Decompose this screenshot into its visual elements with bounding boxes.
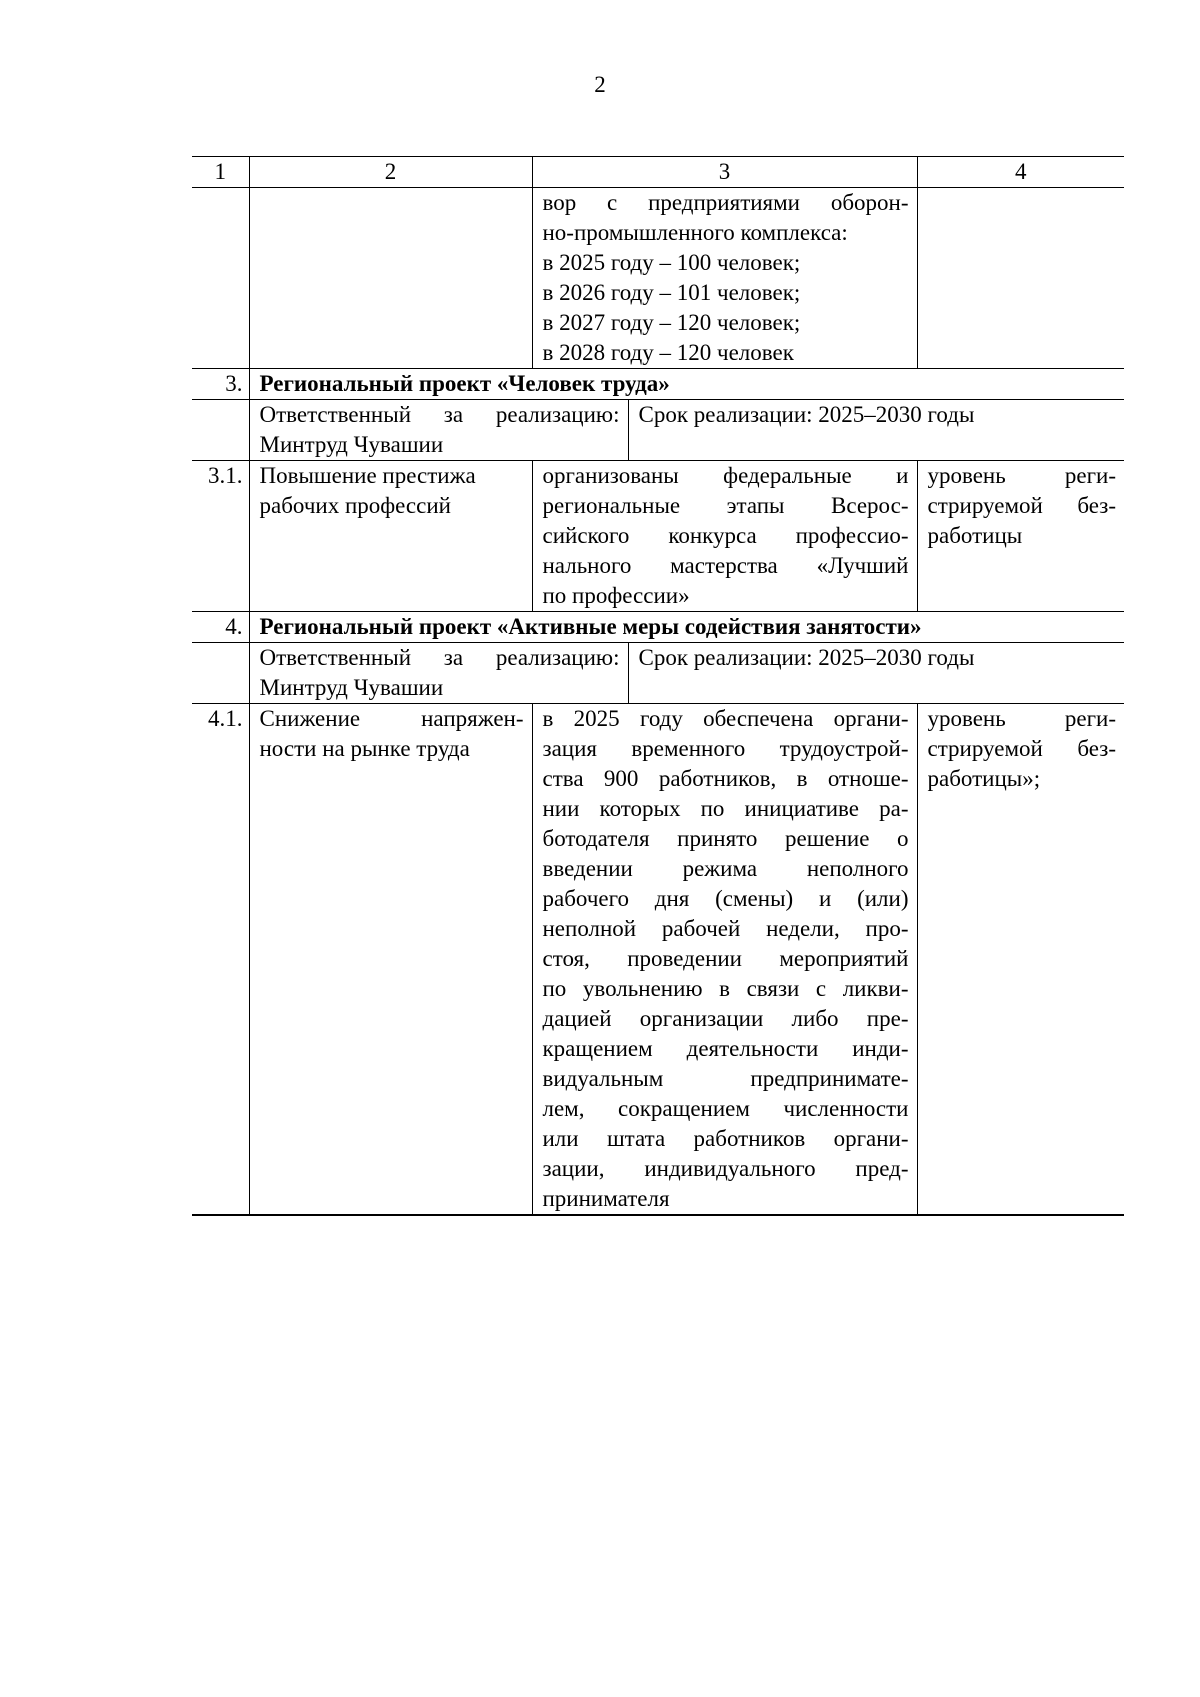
result-line: в 2026 году – 101 человек; xyxy=(542,280,801,305)
implementation-term: Срок реализации: 2025–2030 годы xyxy=(638,645,975,670)
project-row xyxy=(192,369,1124,400)
page-number: 2 xyxy=(594,72,606,97)
project-title: Региональный проект «Активные меры содействия занятости» xyxy=(249,612,1124,643)
project-responsible-row xyxy=(192,643,1124,704)
task-result: организованы федеральные и региональные этапы Всерос- сийского конкурса профессио- нального мастерства «Лучший по профессии» xyxy=(532,461,917,612)
continuation-result xyxy=(532,188,917,369)
responsible-label: Ответственный за реализацию: xyxy=(259,645,620,670)
task-number: 3.1. xyxy=(192,461,249,612)
task-result: в 2025 году обеспечена органи- зация временного трудоустрой- ства 900 работников, в отноше- нии которых по инициативе ра- ботодателя принято решение о введении режима неполного рабочего дня (смены) и (или) неполной рабочей недели, про- стоя, проведении мероприятий по увольнению в связи с ликви- дацией организации либо пре- кращением деятельности инди- видуальным предпринимате- лем, сокращением численности или штата работников органи- зации, индивидуального пред- принимателя xyxy=(532,704,917,1216)
header-col-3: 3 xyxy=(532,157,917,188)
responsible-cell xyxy=(250,643,629,703)
task-name: Снижение напряжен- ности на рынке труда xyxy=(249,704,532,1216)
project-row xyxy=(192,612,1124,643)
project-number: 4. xyxy=(192,612,249,643)
project-title: Региональный проект «Человек труда» xyxy=(249,369,1124,400)
implementation-term: Срок реализации: 2025–2030 годы xyxy=(638,402,975,427)
task-indicator: уровень реги- стрируемой без- работицы»; xyxy=(917,704,1124,1216)
project-responsible-row xyxy=(192,400,1124,461)
measures-table xyxy=(192,156,1124,1216)
header-row xyxy=(192,157,1124,188)
header-col-1: 1 xyxy=(192,157,249,188)
project-number: 3. xyxy=(192,369,249,400)
continuation-row xyxy=(192,188,1124,369)
header-col-2: 2 xyxy=(249,157,532,188)
task-row xyxy=(192,461,1124,612)
responsible-cell xyxy=(250,400,629,460)
task-indicator: уровень реги- стрируемой без- работицы xyxy=(917,461,1124,612)
task-row xyxy=(192,704,1124,1216)
responsible-org: Минтруд Чувашии xyxy=(259,432,444,457)
result-line: вор с предприятиями оборон- xyxy=(542,190,909,215)
result-line: но-промышленного комплекса: xyxy=(542,220,848,245)
task-number: 4.1. xyxy=(192,704,249,1216)
header-col-4: 4 xyxy=(917,157,1124,188)
responsible-label: Ответственный за реализацию: xyxy=(259,402,620,427)
responsible-org: Минтруд Чувашии xyxy=(259,675,444,700)
task-name: Повышение престижа рабочих профессий xyxy=(249,461,532,612)
result-line: в 2028 году – 120 человек xyxy=(542,340,794,365)
result-line: в 2025 году – 100 человек; xyxy=(542,250,801,275)
result-line: в 2027 году – 120 человек; xyxy=(542,310,801,335)
